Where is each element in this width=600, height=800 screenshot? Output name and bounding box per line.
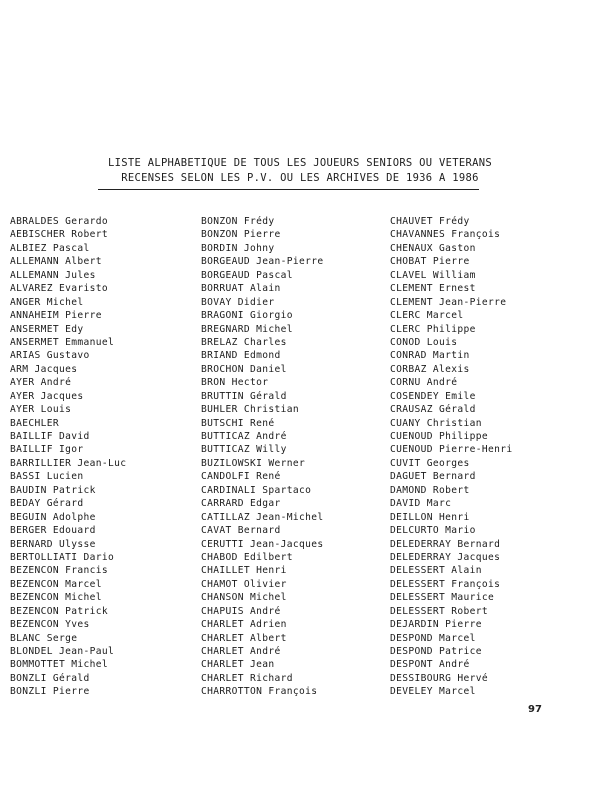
player-name: ARIAS Gustavo xyxy=(10,350,90,362)
player-name: BROCHON Daniel xyxy=(201,363,287,375)
player-name: BEZENCON Francis xyxy=(10,565,109,577)
player-name: BUTSCHI René xyxy=(201,417,275,429)
player-name: DELEDERRAY Jacques xyxy=(390,551,501,563)
player-name: DELESSERT François xyxy=(390,578,501,590)
player-name: AYER André xyxy=(10,377,72,389)
player-name: ALVAREZ Evaristo xyxy=(10,283,109,295)
player-name: ALLEMANN Jules xyxy=(10,269,96,281)
player-name: BLONDEL Jean-Paul xyxy=(10,646,115,657)
player-name: DEILLON Henri xyxy=(390,511,470,523)
names-column-3 xyxy=(390,215,513,699)
player-name: CHARLET Albert xyxy=(201,632,287,644)
player-name: BLANC Serge xyxy=(10,632,78,644)
player-name: BOVAY Didier xyxy=(201,296,275,308)
names-column-1 xyxy=(10,215,126,699)
player-name: CORNU André xyxy=(390,377,458,389)
player-name: BORDIN Johny xyxy=(201,242,275,254)
player-name: CHAUVET Frédy xyxy=(390,216,470,227)
player-name: CUENOUD Philippe xyxy=(390,431,489,442)
player-name: CHARLET André xyxy=(201,646,281,657)
player-name: CORBAZ Alexis xyxy=(390,363,470,375)
player-name: BUHLER Christian xyxy=(201,404,300,416)
player-name: CHARLET Jean xyxy=(201,659,275,671)
player-name: DELESSERT Robert xyxy=(390,605,489,617)
player-name: AYER Jacques xyxy=(10,390,84,402)
player-name: BEDAY Gérard xyxy=(10,498,84,510)
player-name: ALBIEZ Pascal xyxy=(10,242,90,254)
player-name: CHANSON Michel xyxy=(201,592,287,604)
player-name: ARM Jacques xyxy=(10,363,78,375)
player-name: ANNAHEIM Pierre xyxy=(10,310,102,322)
player-name: DAGUET Bernard xyxy=(390,471,476,483)
player-name: BERGER Edouard xyxy=(10,525,96,537)
player-name: CONRAD Martin xyxy=(390,350,470,362)
player-name: BASSI Lucien xyxy=(10,471,84,483)
player-name: CANDOLFI René xyxy=(201,471,281,483)
heading-line-1: LISTE ALPHABETIQUE DE TOUS LES JOUEURS SENIORS OU VETERANS xyxy=(107,157,493,169)
player-name: BRAGONI Giorgio xyxy=(201,310,293,322)
player-name: BREGNARD Michel xyxy=(201,323,293,335)
player-name: BONZON Frédy xyxy=(201,216,275,227)
player-name: BEZENCON Yves xyxy=(10,619,90,631)
player-name: CUANY Christian xyxy=(390,417,482,429)
player-name: BORGEAUD Pascal xyxy=(201,269,293,281)
player-name: CUENOUD Pierre-Henri xyxy=(390,444,513,456)
player-name: BEZENCON Patrick xyxy=(10,605,109,617)
player-name: CUVIT Georges xyxy=(390,457,470,469)
player-name: BAUDIN Patrick xyxy=(10,484,96,496)
list-heading xyxy=(60,156,540,186)
player-name: BRUTTIN Gérald xyxy=(201,390,287,402)
player-name: CHABOD Edilbert xyxy=(201,551,293,563)
player-name: ANGER Michel xyxy=(10,296,84,308)
player-name: DESSIBOURG Hervé xyxy=(390,672,489,684)
player-name: DELESSERT Alain xyxy=(390,565,482,577)
player-name: CLERC Marcel xyxy=(390,310,464,322)
player-name: CHAVANNES François xyxy=(390,229,501,241)
player-name: BONZLI Pierre xyxy=(10,686,90,698)
player-name: COSENDEY Emile xyxy=(390,390,476,402)
player-name: BAILLIF David xyxy=(10,431,90,442)
player-name: CHENAUX Gaston xyxy=(390,242,476,254)
player-name: BEZENCON Marcel xyxy=(10,578,102,590)
player-name: CERUTTI Jean-Jacques xyxy=(201,538,324,550)
player-name: DEJARDIN Pierre xyxy=(390,619,482,631)
player-name: DESPONT André xyxy=(390,659,470,671)
player-name: ANSERMET Emmanuel xyxy=(10,336,115,348)
player-name: CAVAT Bernard xyxy=(201,525,281,537)
player-name: CHAPUIS André xyxy=(201,605,281,617)
player-name: CLEMENT Jean-Pierre xyxy=(390,296,507,308)
player-name: BORRUAT Alain xyxy=(201,283,281,295)
player-name: DESPOND Marcel xyxy=(390,632,476,644)
player-name: BONZON Pierre xyxy=(201,229,281,241)
player-name: CATILLAZ Jean-Michel xyxy=(201,511,324,523)
player-name: DELESSERT Maurice xyxy=(390,592,495,604)
player-name: BORGEAUD Jean-Pierre xyxy=(201,256,324,268)
player-name: CONOD Louis xyxy=(390,336,458,348)
player-name: CHARROTTON François xyxy=(201,686,318,698)
player-name: CLERC Philippe xyxy=(390,323,476,335)
player-name: DESPOND Patrice xyxy=(390,646,482,657)
player-name: CRAUSAZ Gérald xyxy=(390,404,476,416)
heading-line-2: RECENSES SELON LES P.V. OU LES ARCHIVES DE 1936 A 1986 xyxy=(121,172,479,184)
player-name: BERNARD Ulysse xyxy=(10,538,96,550)
player-name: BONZLI Gérald xyxy=(10,672,90,684)
player-name: BOMMOTTET Michel xyxy=(10,659,109,671)
player-name: BUTTICAZ Willy xyxy=(201,444,287,456)
player-name: BRIAND Edmond xyxy=(201,350,281,362)
player-name: CLAVEL William xyxy=(390,269,476,281)
heading-underline xyxy=(98,189,479,190)
page-number: 97 xyxy=(528,704,542,715)
player-name: ABRALDES Gerardo xyxy=(10,216,109,227)
player-name: DEVELEY Marcel xyxy=(390,686,476,698)
player-name: ANSERMET Edy xyxy=(10,323,84,335)
player-name: BARRILLIER Jean-Luc xyxy=(10,457,127,469)
player-name: BAECHLER xyxy=(10,417,60,429)
player-name: CHAILLET Henri xyxy=(201,565,287,577)
player-name: CHOBAT Pierre xyxy=(390,256,470,268)
player-name: CLEMENT Ernest xyxy=(390,283,476,295)
player-name: DAVID Marc xyxy=(390,498,452,510)
player-name: ALLEMANN Albert xyxy=(10,256,102,268)
player-name: AYER Louis xyxy=(10,404,72,416)
player-name: AEBISCHER Robert xyxy=(10,229,109,241)
player-name: CHAMOT Olivier xyxy=(201,578,287,590)
player-name: BERTOLLIATI Dario xyxy=(10,551,115,563)
player-name: BUZILOWSKI Werner xyxy=(201,457,306,469)
player-name: BAILLIF Igor xyxy=(10,444,84,456)
player-name: DAMOND Robert xyxy=(390,484,470,496)
player-name: BEZENCON Michel xyxy=(10,592,102,604)
player-name: CHARLET Adrien xyxy=(201,619,287,631)
names-column-2 xyxy=(201,215,324,699)
player-name: BRON Hector xyxy=(201,377,269,389)
player-name: DELCURTO Mario xyxy=(390,525,476,537)
player-name: CHARLET Richard xyxy=(201,672,293,684)
player-name: BUTTICAZ André xyxy=(201,431,287,442)
player-name: BRELAZ Charles xyxy=(201,336,287,348)
player-name: CARDINALI Spartaco xyxy=(201,484,312,496)
player-name: BEGUIN Adolphe xyxy=(10,511,96,523)
player-name: DELEDERRAY Bernard xyxy=(390,538,501,550)
player-name: CARRARD Edgar xyxy=(201,498,281,510)
